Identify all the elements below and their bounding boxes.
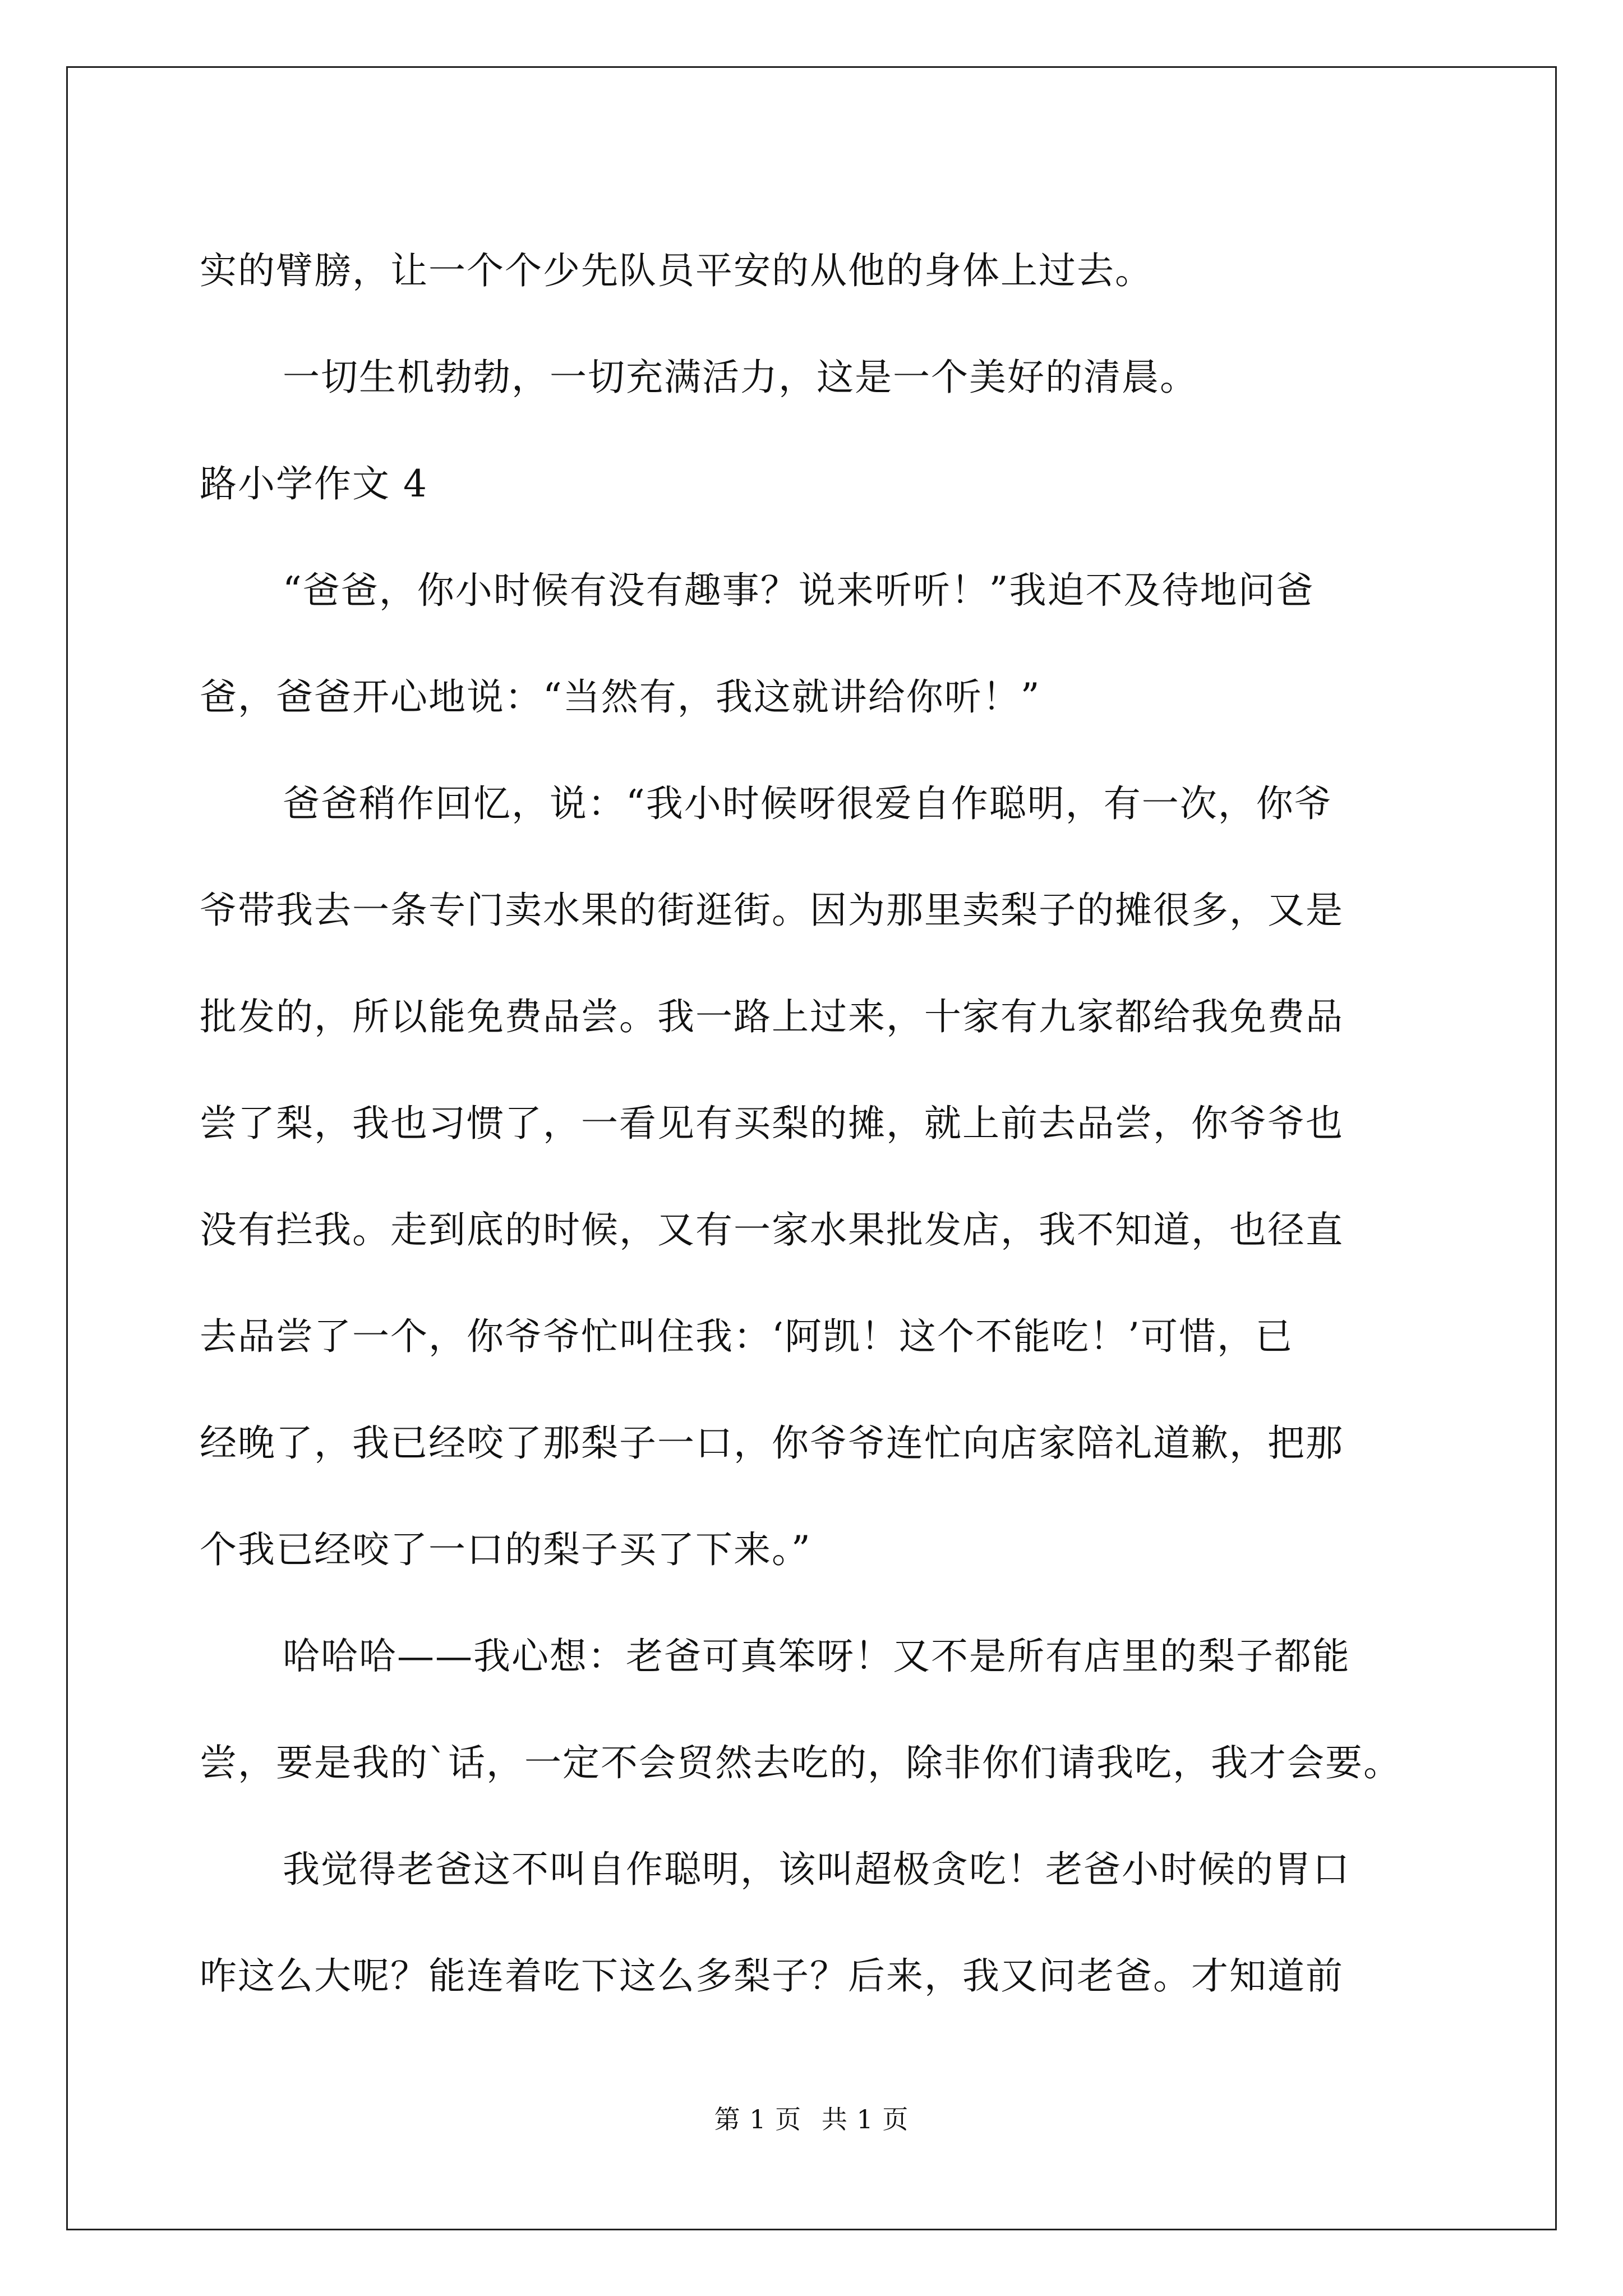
text-line: 尝，要是我的`话，一定不会贸然去吃的，除非你们请我吃，我才会要。 [200,1741,1401,1784]
text-line: 尝了梨，我也习惯了，一看见有买梨的摊，就上前去品尝，你爷爷也 [200,1102,1344,1145]
text-line: 哈哈哈——我心想：老爸可真笨呀！又不是所有店里的梨子都能 [283,1635,1350,1678]
text-line: 去品尝了一个，你爷爷忙叫住我：‘阿凯！这个不能吃！’可惜，已 [200,1315,1293,1358]
text-line: 爸，爸爸开心地说：“当然有，我这就讲给你听！” [200,675,1041,719]
text-line: 批发的，所以能免费品尝。我一路上过来，十家有九家都给我免费品 [200,995,1344,1038]
text-line: 爷带我去一条专门卖水果的街逛街。因为那里卖梨子的摊很多，又是 [200,889,1344,932]
text-line: 一切生机勃勃，一切充满活力，这是一个美好的清晨。 [283,356,1198,399]
text-line: 路小学作文 4 [200,462,428,505]
text-line: 没有拦我。走到底的时候，又有一家水果批发店，我不知道，也径直 [200,1208,1344,1251]
text-line: 经晚了，我已经咬了那梨子一口，你爷爷连忙向店家陪礼道歉，把那 [200,1421,1344,1465]
page-total: 共 1 页 [821,2104,909,2134]
document-body [200,218,1428,2030]
page-footer [0,2102,1623,2136]
page-number: 第 1 页 [714,2104,802,2134]
text-line: 爸爸稍作回忆，说：“我小时候呀很爱自作聪明，有一次，你爷 [283,782,1332,825]
text-line: “爸爸，你小时候有没有趣事？说来听听！”我迫不及待地问爸 [283,569,1315,612]
text-line: 咋这么大呢？能连着吃下这么多梨子？后来，我又问老爸。才知道前 [200,1954,1344,1998]
text-line: 实的臂膀，让一个个少先队员平安的从他的身体上过去。 [200,249,1153,292]
text-line: 个我已经咬了一口的梨子买了下来。” [200,1528,811,1571]
text-line: 我觉得老爸这不叫自作聪明，该叫超极贪吃！老爸小时候的胃口 [283,1848,1350,1891]
